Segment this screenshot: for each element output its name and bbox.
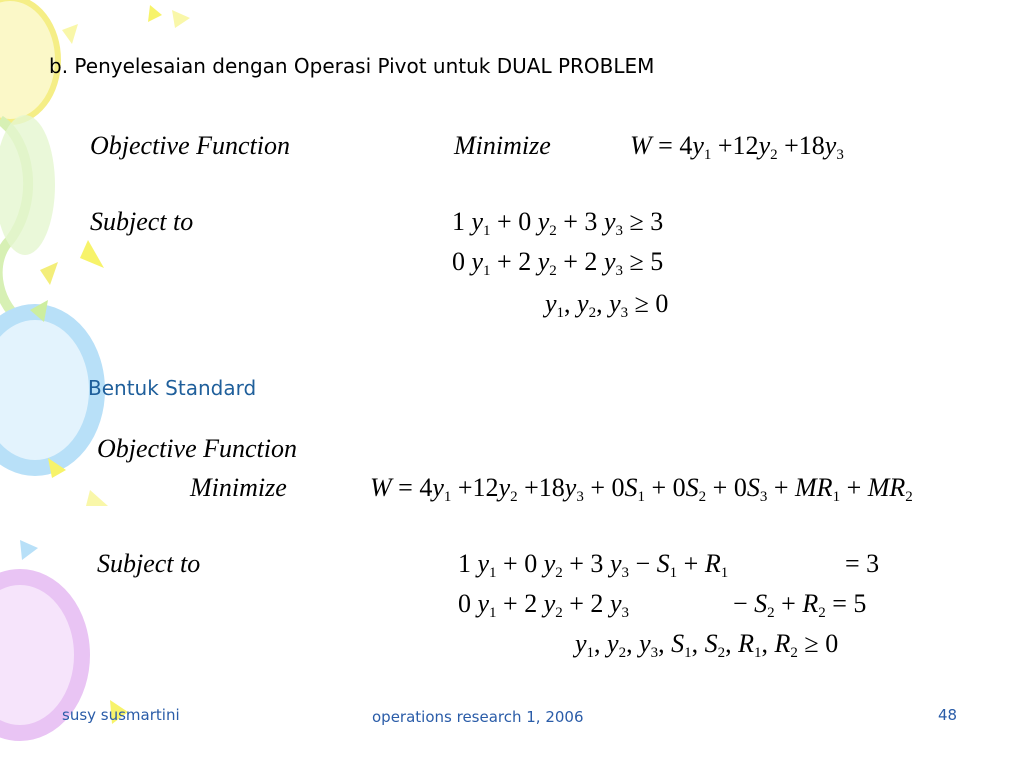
slide-heading: b. Penyelesaian dengan Operasi Pivot untuk DUAL PROBLEM — [49, 54, 655, 78]
star-yellow — [172, 10, 190, 28]
section-title-standard-form: Bentuk Standard — [88, 376, 257, 400]
standard-objective-function-label: Objective Function — [97, 434, 297, 463]
star-blue — [20, 540, 38, 560]
star-yellow — [86, 490, 108, 506]
dual-objective-expression: $W = 4y_1 +12y_2 +18y_3$ — [630, 131, 844, 163]
dual-constraint-2: 0 $y_1 + 2$ $y_2 + 2$ $y_3 \ge 5$ — [452, 247, 664, 279]
objective-function-label: Objective Function — [90, 131, 290, 160]
standard-minimize-label: Minimize — [190, 473, 287, 502]
standard-subject-to-label: Subject to — [97, 549, 201, 578]
standard-constraint-2: 0 $y_1 + 2$ $y_2 + 2$ $y_3$ — [458, 589, 629, 621]
footer-author: susy susmartini — [62, 706, 180, 724]
minimize-label: Minimize — [454, 131, 551, 160]
subject-to-label: Subject to — [90, 207, 194, 236]
standard-objective-expression: $W = 4y_1 +12y_2 +18y_3 + 0S_1 + 0S_2 + 0S_3 + MR_1 + MR_2$ — [370, 473, 913, 505]
star-yellow — [62, 24, 78, 44]
footer-course: operations research 1, 2006 — [372, 708, 584, 726]
star-yellow — [80, 240, 104, 268]
standard-nonnegativity: $y_1$, $y_2$, $y_3$, $S_1$, $S_2$, $R_1$, $R_2 \ge 0$ — [575, 629, 839, 661]
balloon-blue — [0, 312, 97, 468]
footer-page-number: 48 — [938, 706, 958, 724]
standard-constraint-1-rhs: = 3 — [845, 549, 880, 578]
star-yellow — [40, 262, 58, 285]
dual-constraint-1: 1 $y_1 + 0$ $y_2 + 3$ $y_3 \ge 3$ — [452, 207, 664, 239]
balloon-green — [0, 115, 55, 255]
standard-constraint-1: 1 $y_1 + 0$ $y_2 + 3$ $y_3 - S_1 + R_1$ — [458, 549, 729, 581]
star-yellow — [148, 5, 162, 22]
dual-nonnegativity: $y_1$, $y_2$, $y_3 \ge 0$ — [545, 289, 669, 321]
standard-constraint-2-tail: − $S_2 + R_2 = 5$ — [733, 589, 867, 621]
